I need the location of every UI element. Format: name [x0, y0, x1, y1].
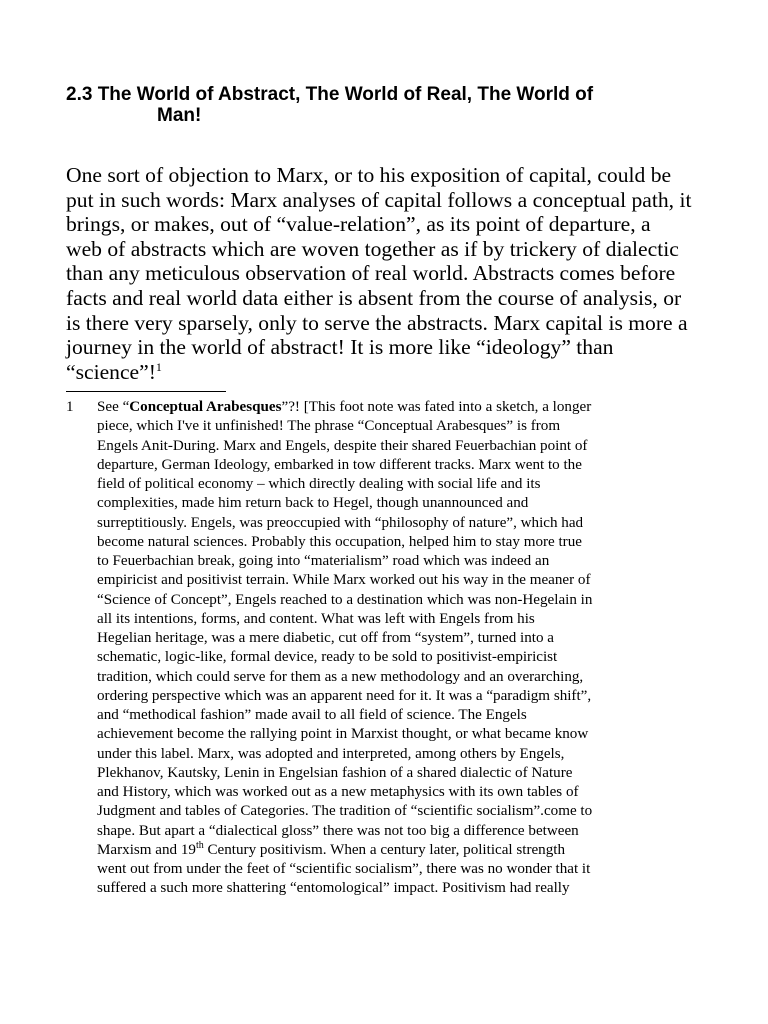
footnote-bold-term: Conceptual Arabesques [129, 399, 282, 415]
footnote-line: Engels Anit-During. Marx and Engels, despite their shared Feuerbachian point of [97, 437, 588, 454]
footnote-line: ordering perspective which was an apparent need for it. It was a “paradigm shift”, [97, 687, 592, 704]
body-line: facts and real world data either is absent from the course of analysis, or [66, 285, 682, 310]
section-heading-line-2: Man! [157, 105, 202, 126]
body-paragraph [66, 163, 712, 384]
footnote-line: complexities, made him return back to Hegel, though unannounced and [97, 495, 529, 512]
body-line: is there very sparsely, only to serve the abstracts. Marx capital is more a [66, 310, 688, 335]
body-line: brings, or makes, out of “value-relation”, as its point of departure, a [66, 212, 651, 237]
footnote-line: tradition, which could serve for them as a new methodology and an overarching, [97, 668, 584, 685]
footnote-line-19th [97, 841, 592, 860]
body-line: One sort of objection to Marx, or to his exposition of capital, could be [66, 163, 672, 187]
body-line-last [66, 360, 712, 385]
footnote-19th-prefix: Marxism and 19 [97, 841, 196, 858]
footnote-line: shape. But apart a “dialectical gloss” there was not too big a difference between [97, 822, 579, 839]
footnote-line: achievement become the rallying point in Marxist thought, or what became know [97, 726, 589, 743]
footnote-line: and “methodical fashion” made avail to all field of science. The Engels [97, 707, 527, 723]
footnote-separator [66, 391, 226, 392]
footnote-line: empiricist and positivist terrain. While Marx worked out his way in the meaner of [97, 572, 591, 589]
footnote-line: schematic, logic-like, formal device, ready to be sold to positivist-empiricist [97, 649, 558, 666]
footnote-line: surreptitiously. Engels, was preoccupied with “philosophy of nature”, which had [97, 514, 584, 531]
footnote-line: Hegelian heritage, was a mere diabetic, cut off from “system”, turned into a [97, 630, 554, 646]
footnote-line: become natural sciences. Probably this occupation, helped him to stay more true [97, 533, 582, 550]
section-heading [66, 84, 706, 126]
footnote-see: See “ [97, 399, 130, 415]
footnote-line: Judgment and tables of Categories. The tradition of “scientific socialism”.come to [97, 803, 593, 820]
body-line: put in such words: Marx analyses of capital follows a conceptual path, it [66, 187, 692, 212]
footnote-line: “Science of Concept”, Engels reached to a destination which was non-Hegelain in [97, 591, 593, 608]
body-line: journey in the world of abstract! It is more like “ideology” than [66, 335, 614, 360]
section-heading-line-1: 2.3 The World of Abstract, The World of Real, The World of [66, 84, 594, 105]
body-line: than any meticulous observation of real world. Abstracts comes before [66, 261, 676, 286]
footnote-line: piece, which I've it unfinished! The phrase “Conceptual Arabesques” is from [97, 418, 561, 435]
footnote-line: all its intentions, forms, and content. What was left with Engels from his [97, 610, 535, 627]
footnote-line: Plekhanov, Kautsky, Lenin in Engelsian fashion of a shared dialectic of Nature [97, 764, 573, 781]
footnote-line-first [97, 398, 592, 417]
body-line: web of abstracts which are woven together as if by trickery of dialectic [66, 236, 679, 261]
footnote-line: suffered a such more shattering “entomological” impact. Positivism had really [97, 880, 570, 897]
footnote-line: under this label. Marx, was adopted and interpreted, among others by Engels, [97, 745, 565, 762]
footnote-number: 1 [66, 399, 74, 415]
footnote-line: and History, which was worked out as a new metaphysics with its own tables of [97, 784, 579, 800]
footnote-19th-suffix: Century positivism. When a century later, political strength [203, 841, 566, 858]
footnote-line: departure, German Ideology, embarked in tow different tracks. Marx went to the [97, 456, 582, 473]
footnote-line-first-rest: ”?! [This foot note was fated into a sketch, a longer [281, 399, 592, 415]
footnote-reference[interactable]: 1 [155, 359, 162, 374]
body-line-last-text: “science”! [66, 359, 156, 384]
footnote-text [97, 398, 592, 899]
footnote-line: field of political economy – which directly dealing with social life and its [97, 476, 541, 492]
footnote-line: went out from under the feet of “scientific socialism”, there was no wonder that it [97, 861, 591, 877]
footnote-line: to Feuerbachian break, going into “materialism” road which was indeed an [97, 553, 550, 569]
footnote-19th-superscript: th [195, 839, 204, 851]
